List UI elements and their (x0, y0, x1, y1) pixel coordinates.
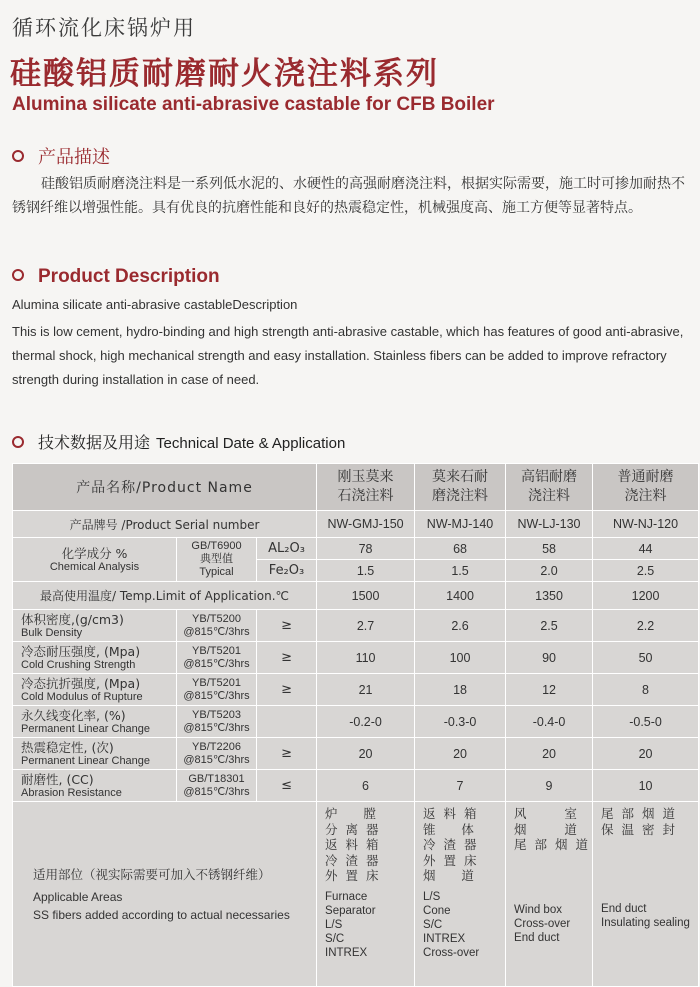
property-label: 热震稳定性, (次) Permanent Linear Change (13, 738, 177, 770)
temp-value: 1200 (593, 582, 699, 610)
property-value: 50 (593, 642, 699, 674)
al2o3-value: 68 (415, 538, 506, 560)
table-row (13, 538, 699, 560)
description-line-en: Alumina silicate anti-abrasive castableDescription (12, 297, 298, 312)
comparison-symbol: ≤ (257, 770, 317, 802)
section-heading-text: 产品描述 (38, 147, 110, 168)
table-row (13, 706, 699, 738)
property-value: 9 (506, 770, 593, 802)
property-standard: YB/T5203 @815℃/3hrs (177, 706, 257, 738)
page-subtitle: 循环流化床锅炉用 (12, 16, 196, 40)
property-value: 2.5 (506, 610, 593, 642)
comparison-symbol: ≥ (257, 610, 317, 642)
table-row (13, 582, 699, 610)
fe2o3-value: 1.5 (415, 560, 506, 582)
property-value: 2.2 (593, 610, 699, 642)
serial-value: NW-MJ-140 (415, 511, 506, 538)
circle-bullet-icon (12, 150, 24, 162)
product-name-header: 产品名称/Product Name (13, 464, 317, 511)
product-header-2: 莫来石耐 磨浇注料 (415, 464, 506, 511)
comparison-symbol: ≥ (257, 738, 317, 770)
fe2o3-label: Fe₂O₃ (257, 560, 317, 582)
property-value: 20 (506, 738, 593, 770)
comparison-symbol: ≥ (257, 642, 317, 674)
property-value: 20 (415, 738, 506, 770)
page-title-english: Alumina silicate anti-abrasive castable for CFB Boiler (12, 94, 495, 115)
section-heading-description-en (12, 266, 220, 288)
section-heading-en: Technical Date & Application (156, 435, 346, 452)
table-header-row (13, 464, 699, 511)
property-value: -0.3-0 (415, 706, 506, 738)
property-value: 21 (317, 674, 415, 706)
property-value: 20 (317, 738, 415, 770)
description-paragraph-en: This is low cement, hydro-binding and high strength anti-abrasive castable, which has features of good anti-abrasive, thermal shock, high mechanical strength and easy installation. Stainless fibers can be added to improve refractory strength during installation in case of need. (12, 324, 684, 387)
property-standard: YB/T2206 @815℃/3hrs (177, 738, 257, 770)
comparison-symbol: ≥ (257, 674, 317, 706)
temp-label: 最高使用温度/ Temp.Limit of Application.℃ (13, 582, 317, 610)
application-row (13, 802, 699, 987)
application-label: 适用部位（视实际需要可加入不锈钢纤维） Applicable Areas SS fibers added according to actual necessaries (13, 802, 317, 987)
circle-bullet-icon (12, 436, 24, 448)
serial-value: NW-NJ-120 (593, 511, 699, 538)
property-value: 7 (415, 770, 506, 802)
circle-bullet-icon (12, 269, 24, 281)
fe2o3-value: 2.0 (506, 560, 593, 582)
serial-value: NW-GMJ-150 (317, 511, 415, 538)
page-title: 硅酸铝质耐磨耐火浇注料系列 (10, 56, 439, 92)
property-value: 6 (317, 770, 415, 802)
table-row (13, 610, 699, 642)
section-heading-text: Product Description (38, 266, 220, 287)
table-row (13, 674, 699, 706)
temp-value: 1400 (415, 582, 506, 610)
chem-standard: GB/T6900 典型值 Typical (177, 538, 257, 582)
property-value: 100 (415, 642, 506, 674)
property-value: 110 (317, 642, 415, 674)
comparison-symbol (257, 706, 317, 738)
property-value: -0.2-0 (317, 706, 415, 738)
al2o3-label: AL₂O₃ (257, 538, 317, 560)
description-paragraph-cn: 硅酸铝质耐磨浇注料是一系列低水泥的、水硬性的高强耐磨浇注料，根据实际需要，施工时可掺加耐热不锈钢纤维以增强性能。具有优良的抗磨性能和良好的热震稳定性，机械强度高、施工方便等显著特点。 (12, 176, 685, 216)
section-heading-cn: 技术数据及用途 (38, 433, 151, 452)
property-standard: YB/T5201 @815℃/3hrs (177, 642, 257, 674)
table-row (13, 642, 699, 674)
property-value: 10 (593, 770, 699, 802)
table-row (13, 770, 699, 802)
property-value: -0.4-0 (506, 706, 593, 738)
property-standard: YB/T5201 @815℃/3hrs (177, 674, 257, 706)
fe2o3-value: 1.5 (317, 560, 415, 582)
table-row (13, 738, 699, 770)
property-value: 2.7 (317, 610, 415, 642)
product-header-4: 普通耐磨 浇注料 (593, 464, 699, 511)
application-areas: 风 室 烟 道 尾 部 烟 道 Wind box Cross-over End duct (506, 802, 593, 987)
application-areas: 返 料 箱 锥 体 冷 渣 器 外 置 床 烟 道 L/S Cone S/C INTREX Cross-over (415, 802, 506, 987)
product-header-3: 高铝耐磨 浇注料 (506, 464, 593, 511)
application-areas: 尾 部 烟 道 保 温 密 封 End duct Insulating sealing (593, 802, 699, 987)
property-value: 90 (506, 642, 593, 674)
property-value: 2.6 (415, 610, 506, 642)
section-heading-description-cn (12, 143, 110, 169)
property-label: 冷态耐压强度, (Mpa) Cold Crushing Strength (13, 642, 177, 674)
property-value: -0.5-0 (593, 706, 699, 738)
property-label: 永久线变化率, (%) Permanent Linear Change (13, 706, 177, 738)
section-heading-technical-data (12, 430, 345, 453)
property-label: 冷态抗折强度, (Mpa) Cold Modulus of Rupture (13, 674, 177, 706)
property-label: 耐磨性, (CC) Abrasion Resistance (13, 770, 177, 802)
temp-value: 1500 (317, 582, 415, 610)
temp-value: 1350 (506, 582, 593, 610)
property-standard: GB/T18301 @815℃/3hrs (177, 770, 257, 802)
property-value: 20 (593, 738, 699, 770)
property-value: 8 (593, 674, 699, 706)
product-header-1: 刚玉莫来 石浇注料 (317, 464, 415, 511)
serial-value: NW-LJ-130 (506, 511, 593, 538)
serial-label: 产品牌号 /Product Serial number (13, 511, 317, 538)
property-standard: YB/T5200 @815℃/3hrs (177, 610, 257, 642)
al2o3-value: 44 (593, 538, 699, 560)
application-areas: 炉 膛 分 离 器 返 料 箱 冷 渣 器 外 置 床 Furnace Separator L/S S/C INTREX (317, 802, 415, 987)
chem-label: 化学成分 % Chemical Analysis (13, 538, 177, 582)
property-value: 12 (506, 674, 593, 706)
table-row (13, 511, 699, 538)
fe2o3-value: 2.5 (593, 560, 699, 582)
property-value: 18 (415, 674, 506, 706)
al2o3-value: 58 (506, 538, 593, 560)
technical-data-table (12, 463, 699, 987)
al2o3-value: 78 (317, 538, 415, 560)
property-label: 体积密度,(g/cm3) Bulk Density (13, 610, 177, 642)
